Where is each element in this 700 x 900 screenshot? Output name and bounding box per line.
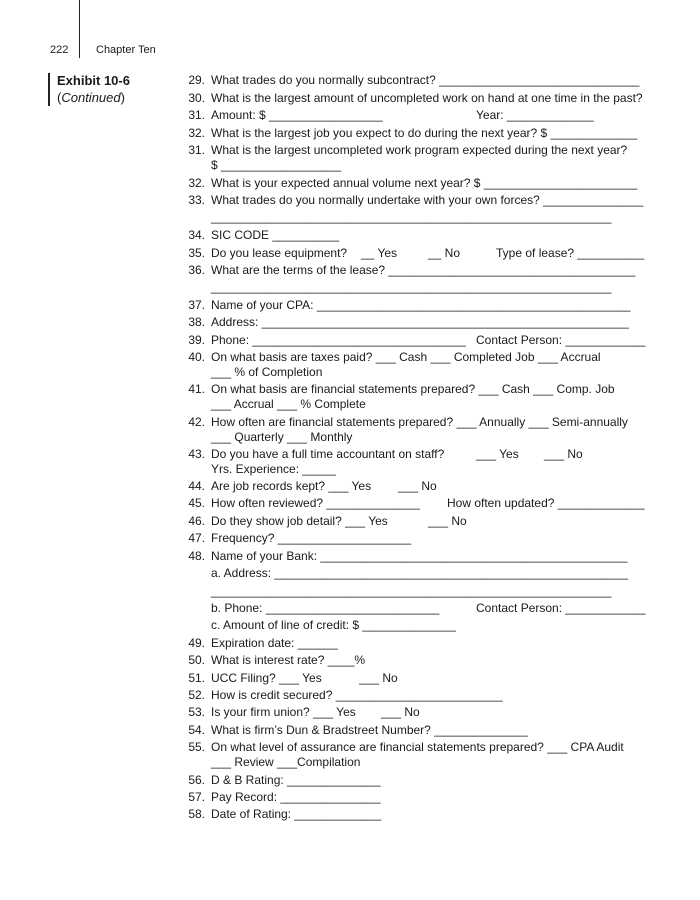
exhibit-title: Exhibit 10-6 [57,73,130,88]
exhibit-subtitle: (Continued) [57,90,125,105]
chapter-title: Chapter Ten [96,44,156,56]
page-number: 222 [50,44,69,56]
header-divider [79,0,80,58]
exhibit-label [48,73,130,106]
